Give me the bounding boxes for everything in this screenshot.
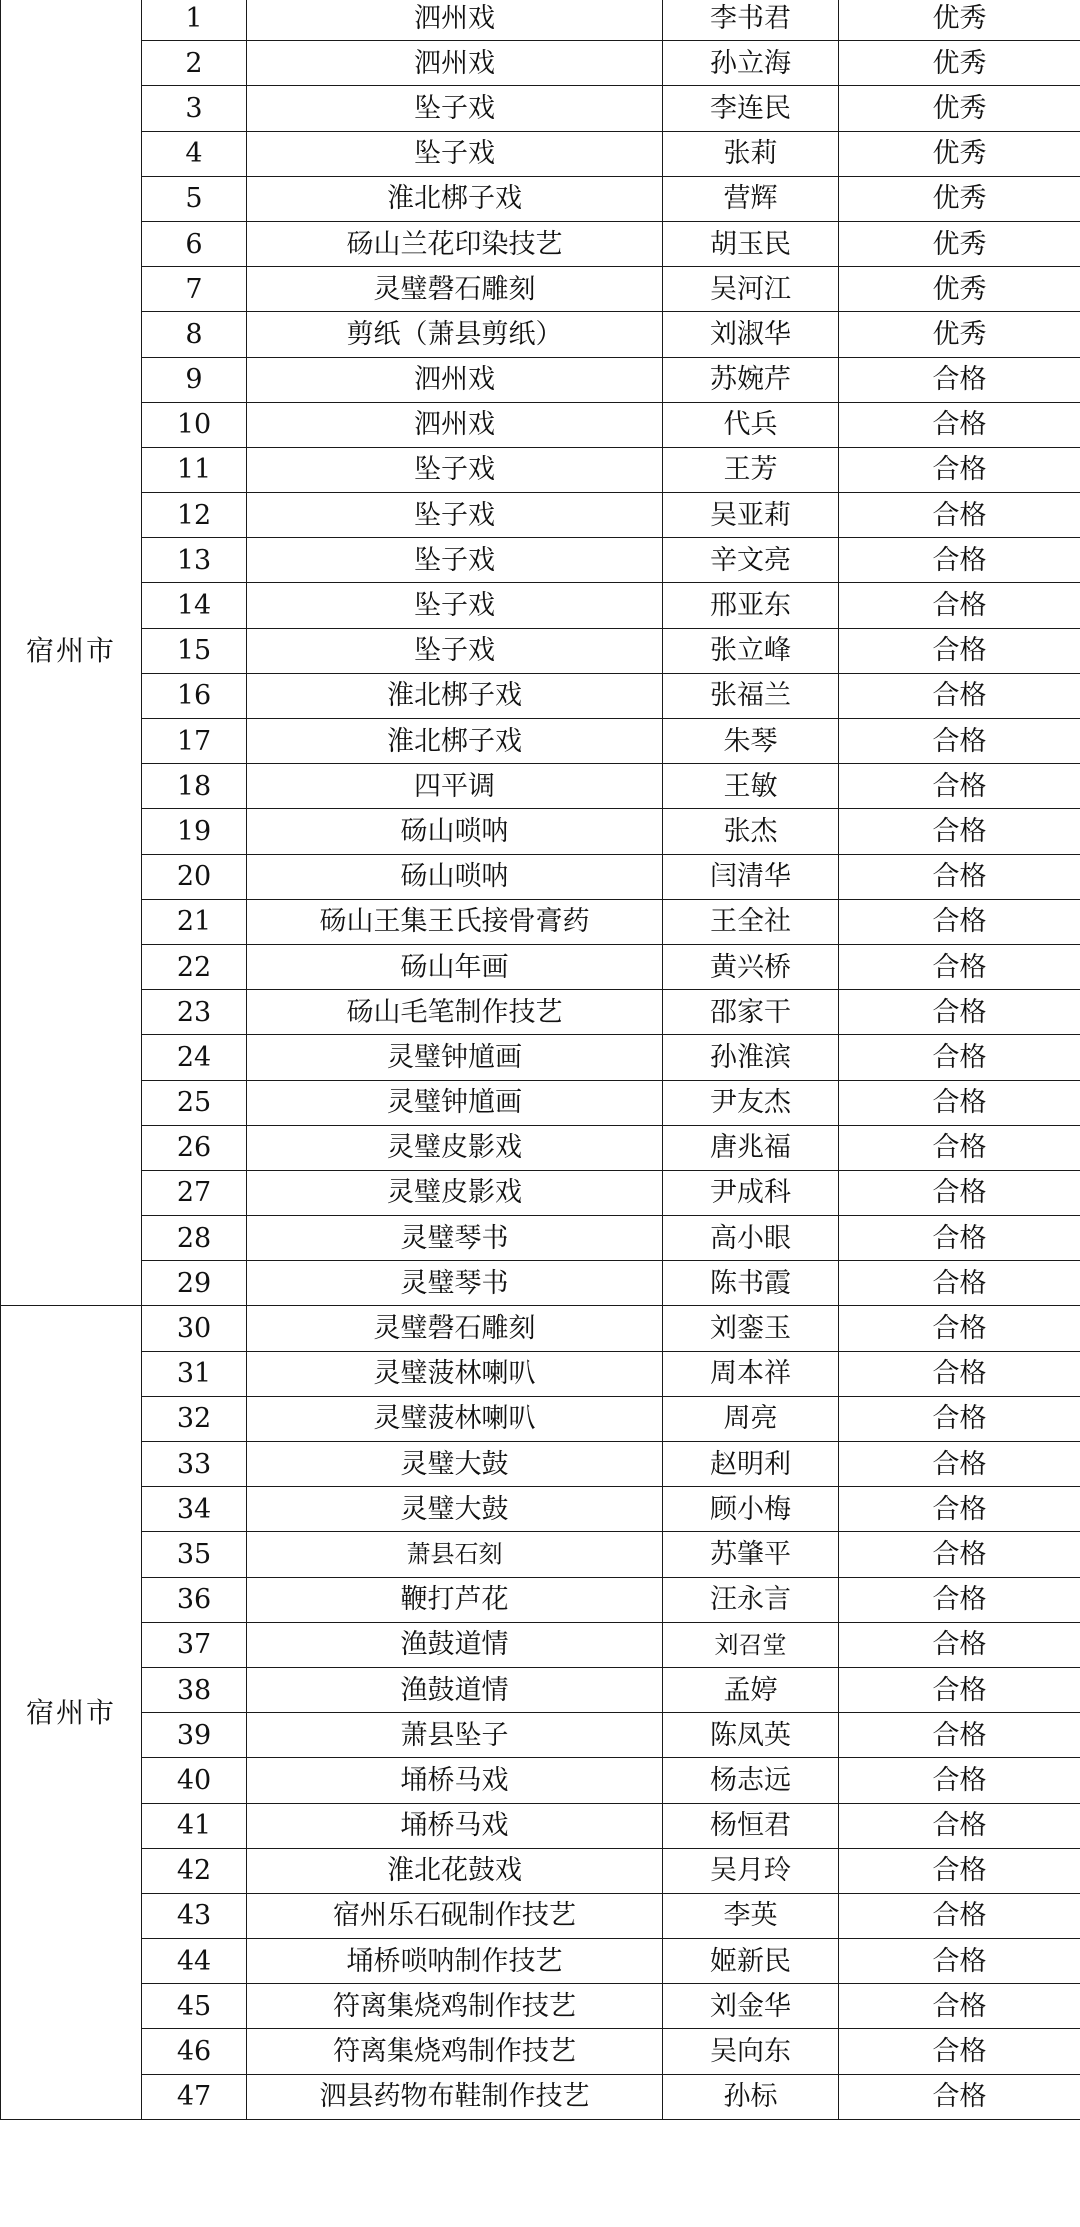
- inheritor-name-cell: 顾小梅: [663, 1487, 839, 1532]
- project-name-cell: 灵璧菠林喇叭: [247, 1396, 663, 1441]
- assessment-grade-cell: 优秀: [839, 0, 1080, 41]
- inheritor-name-cell: 孙立海: [663, 41, 839, 86]
- table-row: [1, 1080, 1080, 1125]
- table-row: [1, 1893, 1080, 1938]
- serial-number-cell: 29: [142, 1261, 247, 1306]
- inheritor-name-cell: 苏婉芹: [663, 357, 839, 402]
- assessment-grade-cell: 合格: [839, 854, 1080, 899]
- table-row: [1, 2074, 1080, 2119]
- inheritor-name-cell: 张莉: [663, 131, 839, 176]
- inheritor-name-cell: 杨志远: [663, 1758, 839, 1803]
- city-cell: 宿州市: [1, 1306, 142, 2119]
- assessment-grade-cell: 合格: [839, 1803, 1080, 1848]
- inheritor-name-cell: 周亮: [663, 1396, 839, 1441]
- table-row: [1, 764, 1080, 809]
- serial-number-cell: 30: [142, 1306, 247, 1351]
- serial-number-cell: 37: [142, 1622, 247, 1667]
- serial-number-cell: 11: [142, 447, 247, 492]
- project-name-cell: 剪纸（萧县剪纸）: [247, 312, 663, 357]
- table-row: [1, 1532, 1080, 1577]
- assessment-grade-cell: 合格: [839, 673, 1080, 718]
- table-row: [1, 2029, 1080, 2074]
- serial-number-cell: 8: [142, 312, 247, 357]
- project-name-cell: 泗州戏: [247, 41, 663, 86]
- serial-number-cell: 5: [142, 176, 247, 221]
- serial-number-cell: 15: [142, 628, 247, 673]
- project-name-cell: 灵璧磬石雕刻: [247, 1306, 663, 1351]
- inheritor-name-cell: 孙淮滨: [663, 1035, 839, 1080]
- project-name-cell: 鞭打芦花: [247, 1577, 663, 1622]
- serial-number-cell: 10: [142, 402, 247, 447]
- table-row: [1, 1125, 1080, 1170]
- assessment-grade-cell: 合格: [839, 1080, 1080, 1125]
- project-name-cell: 泗州戏: [247, 357, 663, 402]
- serial-number-cell: 38: [142, 1667, 247, 1712]
- project-name-cell: 萧县石刻: [247, 1532, 663, 1577]
- inheritor-name-cell: 杨恒君: [663, 1803, 839, 1848]
- serial-number-cell: 4: [142, 131, 247, 176]
- table-row: [1, 1487, 1080, 1532]
- project-name-cell: 灵璧琴书: [247, 1216, 663, 1261]
- inheritor-name-cell: 黄兴桥: [663, 944, 839, 989]
- table-row: [1, 1713, 1080, 1758]
- assessment-grade-cell: 合格: [839, 764, 1080, 809]
- serial-number-cell: 31: [142, 1351, 247, 1396]
- assessment-grade-cell: 合格: [839, 402, 1080, 447]
- project-name-cell: 坠子戏: [247, 493, 663, 538]
- project-name-cell: 埇桥马戏: [247, 1758, 663, 1803]
- table-row: [1, 1216, 1080, 1261]
- table-row: [1, 673, 1080, 718]
- inheritor-name-cell: 尹成科: [663, 1170, 839, 1215]
- table-row: [1, 1577, 1080, 1622]
- table-row: [1, 1848, 1080, 1893]
- project-name-cell: 泗州戏: [247, 0, 663, 41]
- serial-number-cell: 42: [142, 1848, 247, 1893]
- serial-number-cell: 6: [142, 221, 247, 266]
- assessment-grade-cell: 合格: [839, 1984, 1080, 2029]
- assessment-grade-cell: 优秀: [839, 176, 1080, 221]
- inheritor-name-cell: 邵家干: [663, 990, 839, 1035]
- project-name-cell: 灵璧皮影戏: [247, 1125, 663, 1170]
- table-body: [1, 0, 1080, 2119]
- inheritor-name-cell: 汪永言: [663, 1577, 839, 1622]
- table-row: [1, 41, 1080, 86]
- inheritor-name-cell: 姬新民: [663, 1939, 839, 1984]
- table-row: [1, 1170, 1080, 1215]
- assessment-grade-cell: 合格: [839, 2074, 1080, 2119]
- serial-number-cell: 28: [142, 1216, 247, 1261]
- inheritor-name-cell: 周本祥: [663, 1351, 839, 1396]
- serial-number-cell: 17: [142, 719, 247, 764]
- assessment-grade-cell: 合格: [839, 1893, 1080, 1938]
- city-cell: 宿州市: [1, 0, 142, 1306]
- project-name-cell: 埇桥马戏: [247, 1803, 663, 1848]
- inheritor-name-cell: 代兵: [663, 402, 839, 447]
- assessment-grade-cell: 优秀: [839, 221, 1080, 266]
- project-name-cell: 淮北花鼓戏: [247, 1848, 663, 1893]
- inheritor-name-cell: 李书君: [663, 0, 839, 41]
- table-row: [1, 1306, 1080, 1351]
- assessment-grade-cell: 合格: [839, 1306, 1080, 1351]
- serial-number-cell: 13: [142, 538, 247, 583]
- inheritor-name-cell: 吴河江: [663, 267, 839, 312]
- assessment-grade-cell: 合格: [839, 1396, 1080, 1441]
- project-name-cell: 灵璧菠林喇叭: [247, 1351, 663, 1396]
- inheritor-name-cell: 唐兆福: [663, 1125, 839, 1170]
- inheritor-name-cell: 高小眼: [663, 1216, 839, 1261]
- table-row: [1, 538, 1080, 583]
- table-row: [1, 990, 1080, 1035]
- project-name-cell: 埇桥唢呐制作技艺: [247, 1939, 663, 1984]
- assessment-grade-cell: 合格: [839, 1667, 1080, 1712]
- serial-number-cell: 41: [142, 1803, 247, 1848]
- project-name-cell: 淮北梆子戏: [247, 719, 663, 764]
- inheritor-name-cell: 吴月玲: [663, 1848, 839, 1893]
- assessment-grade-cell: 合格: [839, 447, 1080, 492]
- inheritor-name-cell: 张杰: [663, 809, 839, 854]
- assessment-grade-cell: 合格: [839, 1622, 1080, 1667]
- table-row: [1, 1261, 1080, 1306]
- inheritor-name-cell: 张立峰: [663, 628, 839, 673]
- project-name-cell: 渔鼓道情: [247, 1622, 663, 1667]
- table-row: [1, 312, 1080, 357]
- table-row: [1, 131, 1080, 176]
- assessment-grade-cell: 合格: [839, 628, 1080, 673]
- assessment-grade-cell: 合格: [839, 990, 1080, 1035]
- assessment-grade-cell: 合格: [839, 1939, 1080, 1984]
- serial-number-cell: 35: [142, 1532, 247, 1577]
- inheritor-name-cell: 邢亚东: [663, 583, 839, 628]
- assessment-grade-cell: 合格: [839, 1758, 1080, 1803]
- table-row: [1, 899, 1080, 944]
- project-name-cell: 砀山毛笔制作技艺: [247, 990, 663, 1035]
- assessment-grade-cell: 优秀: [839, 267, 1080, 312]
- serial-number-cell: 7: [142, 267, 247, 312]
- serial-number-cell: 1: [142, 0, 247, 41]
- serial-number-cell: 12: [142, 493, 247, 538]
- project-name-cell: 坠子戏: [247, 447, 663, 492]
- project-name-cell: 四平调: [247, 764, 663, 809]
- assessment-grade-cell: 优秀: [839, 86, 1080, 131]
- inheritor-name-cell: 辛文亮: [663, 538, 839, 583]
- table-row: [1, 1442, 1080, 1487]
- inheritor-name-cell: 王芳: [663, 447, 839, 492]
- serial-number-cell: 34: [142, 1487, 247, 1532]
- serial-number-cell: 16: [142, 673, 247, 718]
- assessment-grade-cell: 合格: [839, 1216, 1080, 1261]
- project-name-cell: 坠子戏: [247, 538, 663, 583]
- table-row: [1, 1396, 1080, 1441]
- serial-number-cell: 39: [142, 1713, 247, 1758]
- table-row: [1, 583, 1080, 628]
- serial-number-cell: 18: [142, 764, 247, 809]
- project-name-cell: 砀山唢呐: [247, 854, 663, 899]
- inheritor-name-cell: 刘金华: [663, 1984, 839, 2029]
- project-name-cell: 泗州戏: [247, 402, 663, 447]
- inheritor-name-cell: 刘召堂: [663, 1622, 839, 1667]
- serial-number-cell: 23: [142, 990, 247, 1035]
- assessment-grade-cell: 优秀: [839, 41, 1080, 86]
- project-name-cell: 萧县坠子: [247, 1713, 663, 1758]
- table-row: [1, 719, 1080, 764]
- assessment-grade-cell: 合格: [839, 809, 1080, 854]
- project-name-cell: 渔鼓道情: [247, 1667, 663, 1712]
- serial-number-cell: 21: [142, 899, 247, 944]
- project-name-cell: 淮北梆子戏: [247, 176, 663, 221]
- project-name-cell: 灵璧钟馗画: [247, 1035, 663, 1080]
- serial-number-cell: 40: [142, 1758, 247, 1803]
- assessment-grade-cell: 合格: [839, 1125, 1080, 1170]
- table-row: [1, 447, 1080, 492]
- serial-number-cell: 19: [142, 809, 247, 854]
- table-row: [1, 86, 1080, 131]
- assessment-grade-cell: 合格: [839, 1577, 1080, 1622]
- assessment-grade-cell: 合格: [839, 899, 1080, 944]
- assessment-grade-cell: 合格: [839, 1713, 1080, 1758]
- project-name-cell: 砀山唢呐: [247, 809, 663, 854]
- inheritor-name-cell: 闫清华: [663, 854, 839, 899]
- serial-number-cell: 36: [142, 1577, 247, 1622]
- project-name-cell: 符离集烧鸡制作技艺: [247, 1984, 663, 2029]
- project-name-cell: 砀山兰花印染技艺: [247, 221, 663, 266]
- project-name-cell: 坠子戏: [247, 131, 663, 176]
- project-name-cell: 坠子戏: [247, 628, 663, 673]
- serial-number-cell: 9: [142, 357, 247, 402]
- inheritor-name-cell: 朱琴: [663, 719, 839, 764]
- table-row: [1, 267, 1080, 312]
- assessment-grade-cell: 合格: [839, 1532, 1080, 1577]
- table-row: [1, 493, 1080, 538]
- project-name-cell: 砀山王集王氏接骨膏药: [247, 899, 663, 944]
- serial-number-cell: 20: [142, 854, 247, 899]
- inheritor-name-cell: 孙标: [663, 2074, 839, 2119]
- project-name-cell: 灵璧大鼓: [247, 1487, 663, 1532]
- table-row: [1, 357, 1080, 402]
- serial-number-cell: 22: [142, 944, 247, 989]
- table-row: [1, 628, 1080, 673]
- project-name-cell: 符离集烧鸡制作技艺: [247, 2029, 663, 2074]
- inheritor-name-cell: 李连民: [663, 86, 839, 131]
- project-name-cell: 灵璧磬石雕刻: [247, 267, 663, 312]
- assessment-grade-cell: 合格: [839, 1487, 1080, 1532]
- table-row: [1, 809, 1080, 854]
- inheritor-name-cell: 刘銮玉: [663, 1306, 839, 1351]
- serial-number-cell: 33: [142, 1442, 247, 1487]
- serial-number-cell: 2: [142, 41, 247, 86]
- project-name-cell: 灵璧大鼓: [247, 1442, 663, 1487]
- assessment-grade-cell: 合格: [839, 719, 1080, 764]
- serial-number-cell: 27: [142, 1170, 247, 1215]
- assessment-grade-cell: 合格: [839, 944, 1080, 989]
- table-row: [1, 0, 1080, 41]
- assessment-grade-cell: 合格: [839, 538, 1080, 583]
- project-name-cell: 泗县药物布鞋制作技艺: [247, 2074, 663, 2119]
- inheritor-name-cell: 陈凤英: [663, 1713, 839, 1758]
- inheritor-name-cell: 胡玉民: [663, 221, 839, 266]
- inheritor-name-cell: 尹友杰: [663, 1080, 839, 1125]
- project-name-cell: 灵璧琴书: [247, 1261, 663, 1306]
- inheritor-name-cell: 孟婷: [663, 1667, 839, 1712]
- table-row: [1, 1035, 1080, 1080]
- serial-number-cell: 46: [142, 2029, 247, 2074]
- project-name-cell: 砀山年画: [247, 944, 663, 989]
- assessment-grade-cell: 合格: [839, 2029, 1080, 2074]
- inheritor-name-cell: 王敏: [663, 764, 839, 809]
- serial-number-cell: 45: [142, 1984, 247, 2029]
- inheritor-name-cell: 张福兰: [663, 673, 839, 718]
- project-name-cell: 坠子戏: [247, 583, 663, 628]
- project-name-cell: 宿州乐石砚制作技艺: [247, 1893, 663, 1938]
- table-row: [1, 402, 1080, 447]
- assessment-grade-cell: 合格: [839, 1351, 1080, 1396]
- inheritor-name-cell: 刘淑华: [663, 312, 839, 357]
- inheritor-name-cell: 李英: [663, 1893, 839, 1938]
- inheritor-name-cell: 王全社: [663, 899, 839, 944]
- assessment-grade-cell: 合格: [839, 1442, 1080, 1487]
- project-name-cell: 灵璧钟馗画: [247, 1080, 663, 1125]
- table-row: [1, 1939, 1080, 1984]
- serial-number-cell: 32: [142, 1396, 247, 1441]
- table-row: [1, 176, 1080, 221]
- serial-number-cell: 3: [142, 86, 247, 131]
- assessment-grade-cell: 优秀: [839, 131, 1080, 176]
- assessment-grade-cell: 合格: [839, 1035, 1080, 1080]
- table-row: [1, 1351, 1080, 1396]
- assessment-grade-cell: 合格: [839, 357, 1080, 402]
- serial-number-cell: 25: [142, 1080, 247, 1125]
- table-row: [1, 1803, 1080, 1848]
- serial-number-cell: 47: [142, 2074, 247, 2119]
- table-row: [1, 1622, 1080, 1667]
- project-name-cell: 灵璧皮影戏: [247, 1170, 663, 1215]
- inheritor-name-cell: 营辉: [663, 176, 839, 221]
- table-row: [1, 854, 1080, 899]
- table-row: [1, 221, 1080, 266]
- table-row: [1, 1758, 1080, 1803]
- inheritor-name-cell: 吴亚莉: [663, 493, 839, 538]
- inheritor-name-cell: 苏肇平: [663, 1532, 839, 1577]
- table-row: [1, 944, 1080, 989]
- assessment-grade-cell: 合格: [839, 1170, 1080, 1215]
- assessment-grade-cell: 合格: [839, 493, 1080, 538]
- inheritor-name-cell: 陈书霞: [663, 1261, 839, 1306]
- inheritor-name-cell: 吴向东: [663, 2029, 839, 2074]
- assessment-grade-cell: 合格: [839, 583, 1080, 628]
- serial-number-cell: 24: [142, 1035, 247, 1080]
- table-row: [1, 1667, 1080, 1712]
- assessment-grade-cell: 合格: [839, 1848, 1080, 1893]
- serial-number-cell: 44: [142, 1939, 247, 1984]
- table-row: [1, 1984, 1080, 2029]
- assessment-grade-cell: 合格: [839, 1261, 1080, 1306]
- project-name-cell: 淮北梆子戏: [247, 673, 663, 718]
- serial-number-cell: 43: [142, 1893, 247, 1938]
- serial-number-cell: 14: [142, 583, 247, 628]
- serial-number-cell: 26: [142, 1125, 247, 1170]
- project-name-cell: 坠子戏: [247, 86, 663, 131]
- assessment-grade-cell: 优秀: [839, 312, 1080, 357]
- inheritor-name-cell: 赵明利: [663, 1442, 839, 1487]
